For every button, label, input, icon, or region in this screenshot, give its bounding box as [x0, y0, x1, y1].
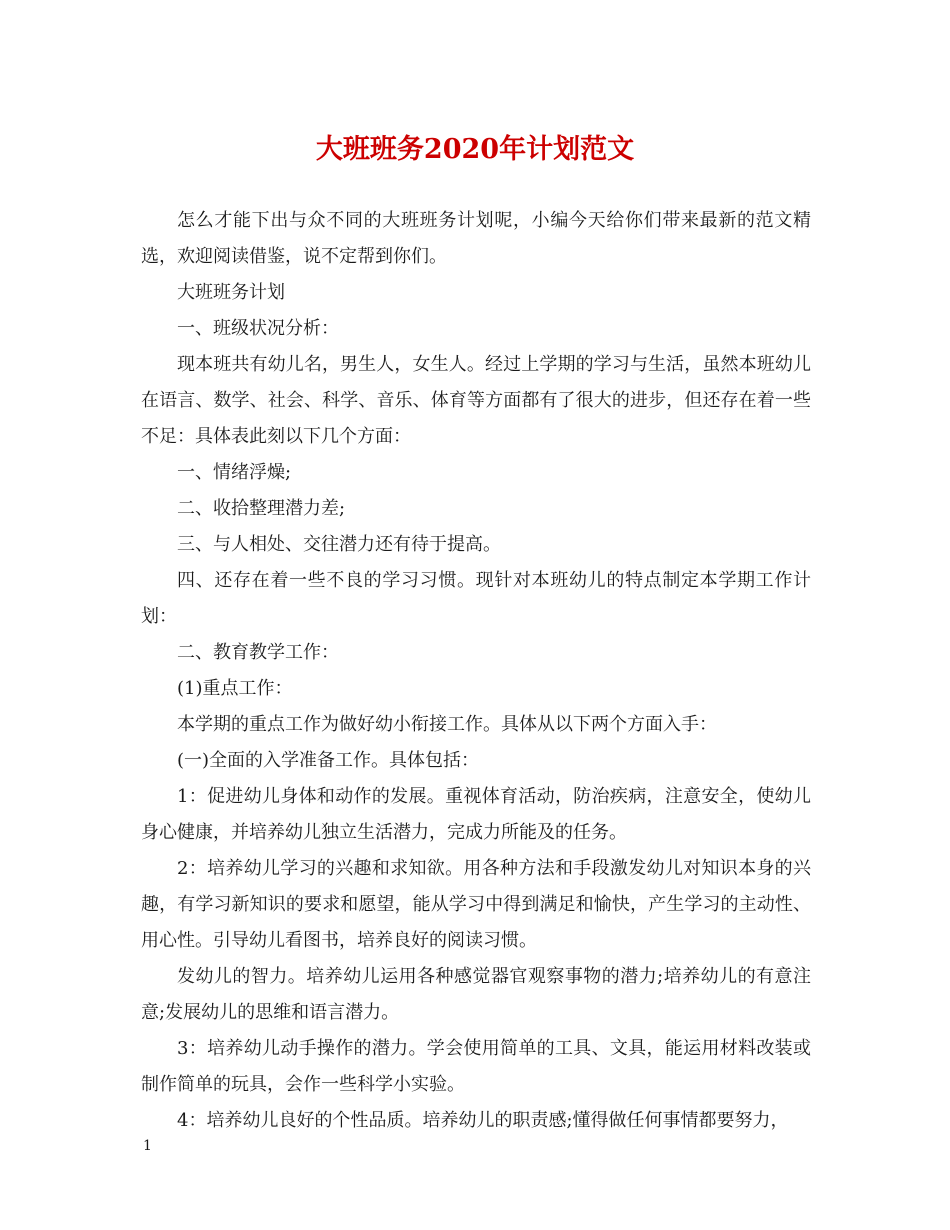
- paragraph-item-2: 二、收拾整理潜力差;: [177, 498, 346, 519]
- paragraph-preparation-heading: (一)全面的入学准备工作。具体包括：: [177, 750, 480, 771]
- paragraph-intro: 怎么才能下出与众不同的大班班务计划呢，小编今天给你们带来最新的范文精选，欢迎阅读借鉴，说不定帮到你们。: [141, 210, 811, 267]
- paragraph-point-2: 2：培养幼儿学习的兴趣和求知欲。用各种方法和手段激发幼儿对知识本身的兴趣，有学习新知识的要求和愿望，能从学习中得到满足和愉快，产生学习的主动性、用心性。引导幼儿看图书，培养良好的阅读习惯。: [141, 858, 811, 951]
- paragraph-point-4: 4：培养幼儿良好的个性品质。培养幼儿的职责感;懂得做任何事情都要努力，: [177, 1110, 789, 1131]
- page-number: 1: [143, 1138, 152, 1154]
- paragraph-item-4: 四、还存在着一些不良的学习习惯。现针对本班幼儿的特点制定本学期工作计划：: [141, 570, 811, 627]
- paragraph-heading-plan: 大班班务计划: [177, 282, 285, 303]
- document-body: [141, 203, 811, 1139]
- paragraph-key-work-intro: 本学期的重点工作为做好幼小衔接工作。具体从以下两个方面入手：: [177, 714, 717, 735]
- paragraph-point-1: 1：促进幼儿身体和动作的发展。重视体育活动，防治疾病，注意安全，使幼儿身心健康，并培养幼儿独立生活潜力，完成力所能及的任务。: [141, 786, 811, 843]
- paragraph-section-2-heading: 二、教育教学工作：: [177, 642, 339, 663]
- paragraph-class-analysis: 现本班共有幼儿名，男生人，女生人。经过上学期的学习与生活，虽然本班幼儿在语言、数学、社会、科学、音乐、体育等方面都有了很大的进步，但还存在着一些不足：具体表此刻以下几个方面：: [141, 354, 811, 447]
- paragraph-intelligence: 发幼儿的智力。培养幼儿运用各种感觉器官观察事物的潜力;培养幼儿的有意注意;发展幼儿的思维和语言潜力。: [141, 966, 811, 1023]
- paragraph-item-1: 一、情绪浮燥;: [177, 462, 292, 483]
- paragraph-item-3: 三、与人相处、交往潜力还有待于提高。: [177, 534, 501, 555]
- document-title: 大班班务2020年计划范文: [315, 134, 635, 165]
- paragraph-key-work-heading: (1)重点工作：: [177, 678, 293, 699]
- paragraph-point-3: 3：培养幼儿动手操作的潜力。学会使用简单的工具、文具，能运用材料改装或制作简单的玩具，会作一些科学小实验。: [141, 1038, 811, 1095]
- paragraph-section-1-heading: 一、班级状况分析：: [177, 318, 339, 339]
